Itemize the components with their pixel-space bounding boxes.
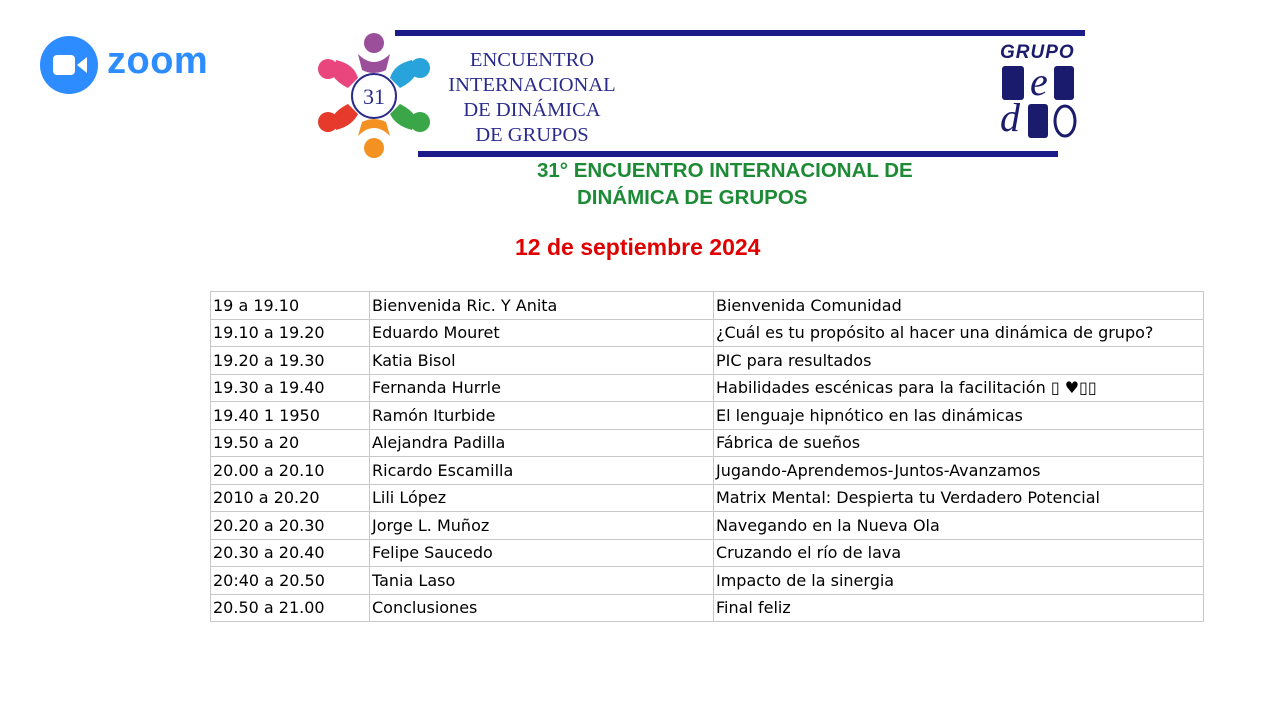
event-subtitle-line: 31° ENCUENTRO INTERNACIONAL DE	[537, 159, 913, 182]
grupo-logo-o-shape	[1052, 102, 1078, 140]
banner-title-line: DE GRUPOS	[475, 124, 589, 146]
event-subtitle-line: DINÁMICA DE GRUPOS	[577, 186, 808, 209]
speaker-cell: Fernanda Hurrle	[370, 374, 714, 402]
speaker-cell: Lili López	[370, 484, 714, 512]
time-cell: 20.20 a 20.30	[211, 512, 370, 540]
topic-cell: Fábrica de sueños	[714, 429, 1204, 457]
speaker-cell: Katia Bisol	[370, 347, 714, 375]
time-cell: 2010 a 20.20	[211, 484, 370, 512]
topic-cell: Jugando-Aprendemos-Juntos-Avanzamos	[714, 457, 1204, 485]
speaker-cell: Jorge L. Muñoz	[370, 512, 714, 540]
topic-cell: Cruzando el río de lava	[714, 539, 1204, 567]
topic-cell: PIC para resultados	[714, 347, 1204, 375]
topic-cell: El lenguaje hipnótico en las dinámicas	[714, 402, 1204, 430]
topic-cell: ¿Cuál es tu propósito al hacer una dinámica de grupo?	[714, 319, 1204, 347]
table-row	[211, 457, 1204, 485]
time-cell: 19.50 a 20	[211, 429, 370, 457]
topic-cell: Impacto de la sinergia	[714, 567, 1204, 595]
topic-cell: Navegando en la Nueva Ola	[714, 512, 1204, 540]
topic-cell: Habilidades escénicas para la facilitación ▯ ♥▯▯	[714, 374, 1204, 402]
table-row	[211, 292, 1204, 320]
emblem-number: 31	[363, 84, 385, 109]
schedule-table	[210, 291, 1204, 622]
speaker-cell: Eduardo Mouret	[370, 319, 714, 347]
banner-title	[432, 48, 632, 148]
grupo-logo-letter-d: d	[1000, 95, 1020, 140]
time-cell: 19.30 a 19.40	[211, 374, 370, 402]
schedule-table-body	[211, 292, 1204, 622]
topic-cell: Final feliz	[714, 594, 1204, 622]
event-date: 12 de septiembre 2024	[515, 234, 761, 260]
table-row	[211, 429, 1204, 457]
table-row	[211, 512, 1204, 540]
banner-rule-top	[395, 30, 1085, 36]
speaker-cell: Tania Laso	[370, 567, 714, 595]
video-camera-icon	[40, 36, 98, 94]
speaker-cell: Ricardo Escamilla	[370, 457, 714, 485]
time-cell: 20:40 a 20.50	[211, 567, 370, 595]
table-row	[211, 319, 1204, 347]
table-row	[211, 402, 1204, 430]
time-cell: 19.10 a 19.20	[211, 319, 370, 347]
table-row	[211, 539, 1204, 567]
table-row	[211, 347, 1204, 375]
time-cell: 19.20 a 19.30	[211, 347, 370, 375]
topic-cell: Bienvenida Comunidad	[714, 292, 1204, 320]
banner-title-line: DE DINÁMICA	[463, 99, 601, 121]
speaker-cell: Ramón Iturbide	[370, 402, 714, 430]
grupo-logo	[992, 42, 1084, 142]
table-row	[211, 374, 1204, 402]
table-row	[211, 484, 1204, 512]
zoom-logo	[40, 36, 240, 96]
time-cell: 19.40 1 1950	[211, 402, 370, 430]
event-subtitle	[537, 157, 957, 211]
table-row	[211, 567, 1204, 595]
grupo-logo-letter-e: e	[1030, 59, 1048, 104]
speaker-cell: Felipe Saucedo	[370, 539, 714, 567]
topic-cell: Matrix Mental: Despierta tu Verdadero Potencial	[714, 484, 1204, 512]
banner-title-line: ENCUENTRO	[469, 49, 595, 71]
time-cell: 19 a 19.10	[211, 292, 370, 320]
time-cell: 20.30 a 20.40	[211, 539, 370, 567]
speaker-cell: Conclusiones	[370, 594, 714, 622]
people-circle-emblem	[314, 30, 436, 160]
time-cell: 20.50 a 21.00	[211, 594, 370, 622]
speaker-cell: Bienvenida Ric. Y Anita	[370, 292, 714, 320]
zoom-wordmark: zoom	[107, 40, 209, 82]
speaker-cell: Alejandra Padilla	[370, 429, 714, 457]
table-row	[211, 594, 1204, 622]
grupo-logo-word: GRUPO	[1000, 42, 1075, 63]
time-cell: 20.00 a 20.10	[211, 457, 370, 485]
banner-title-line: INTERNACIONAL	[448, 74, 616, 96]
